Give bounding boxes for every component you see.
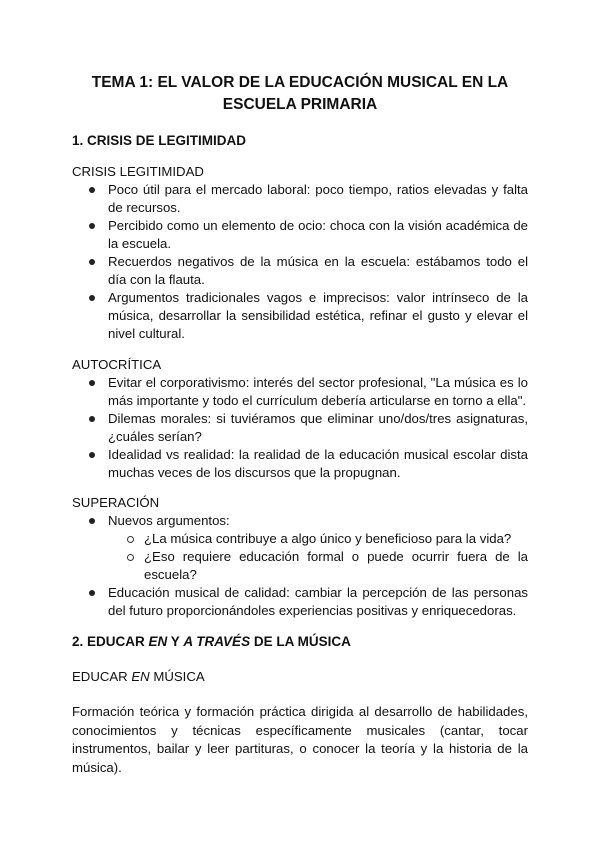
section-1-heading: 1. CRISIS DE LEGITIMIDAD	[72, 133, 247, 148]
bullet-icon	[89, 295, 95, 301]
bullet-icon	[89, 416, 95, 422]
bullet-icon	[89, 590, 95, 596]
list-item: Poco útil para el mercado laboral: poco tiempo, ratios elevadas y falta de recursos.	[72, 181, 528, 217]
crisis-label: CRISIS LEGITIMIDAD	[72, 164, 204, 179]
bullet-icon	[89, 518, 95, 524]
superacion-sublist	[108, 530, 528, 584]
bullet-icon	[89, 187, 95, 193]
list-item: Educación musical de calidad: cambiar la percepción de las personas del futuro proporcionándoles experiencias positivas y enriquecedoras.	[72, 584, 528, 620]
crisis-list	[72, 181, 528, 343]
list-item: Percibido como un elemento de ocio: choca con la visión académica de la escuela.	[72, 217, 528, 253]
section-2-heading: 2. EDUCAR EN Y A TRAVÉS DE LA MÚSICA	[72, 634, 351, 649]
section-2-paragraph: Formación teórica y formación práctica dirigida al desarrollo de habilidades, conocimientos y técnicas específicamente musicales (cantar, tocar instrumentos, bailar y leer partituras, o conocer la teoría y la historia de la música).	[72, 704, 528, 775]
list-item: Evitar el corporativismo: interés del sector profesional, "La música es lo más importante y todo el currículum debería articularse en torno a ella".	[72, 374, 528, 410]
document-title: TEMA 1: EL VALOR DE LA EDUCACIÓN MUSICAL EN LA ESCUELA PRIMARIA	[91, 74, 509, 113]
superacion-list	[72, 512, 528, 620]
list-item: Argumentos tradicionales vagos e imprecisos: valor intrínseco de la música, desarrollar la sensibilidad estética, refinar el gusto y elevar el nivel cultural.	[72, 289, 528, 343]
autocritica-label: AUTOCRÍTICA	[72, 357, 162, 372]
list-item: Recuerdos negativos de la música en la escuela: estábamos todo el día con la flauta.	[72, 253, 528, 289]
bullet-icon	[89, 380, 95, 386]
list-item: Idealidad vs realidad: la realidad de la educación musical escolar dista muchas veces de los discursos que la propugnan.	[72, 446, 528, 482]
circle-bullet-icon	[127, 554, 134, 561]
bullet-icon	[89, 259, 95, 265]
autocritica-list	[72, 374, 528, 482]
sub-list-item: ¿Eso requiere educación formal o puede ocurrir fuera de la escuela?	[72, 548, 528, 584]
list-item: Nuevos argumentos: ¿La música contribuye a algo único y beneficioso para la vida? ¿Eso requiere educación formal o puede ocurrir fuera de la escuela?	[72, 512, 528, 584]
circle-bullet-icon	[127, 536, 134, 543]
educar-en-musica-label: EDUCAR EN MÚSICA	[72, 669, 205, 684]
list-item: Dilemas morales: si tuviéramos que eliminar uno/dos/tres asignaturas, ¿cuáles serían?	[72, 410, 528, 446]
bullet-icon	[89, 223, 95, 229]
bullet-icon	[89, 452, 95, 458]
sub-list-item: ¿La música contribuye a algo único y beneficioso para la vida?	[72, 530, 528, 548]
superacion-label: SUPERACIÓN	[72, 495, 160, 510]
